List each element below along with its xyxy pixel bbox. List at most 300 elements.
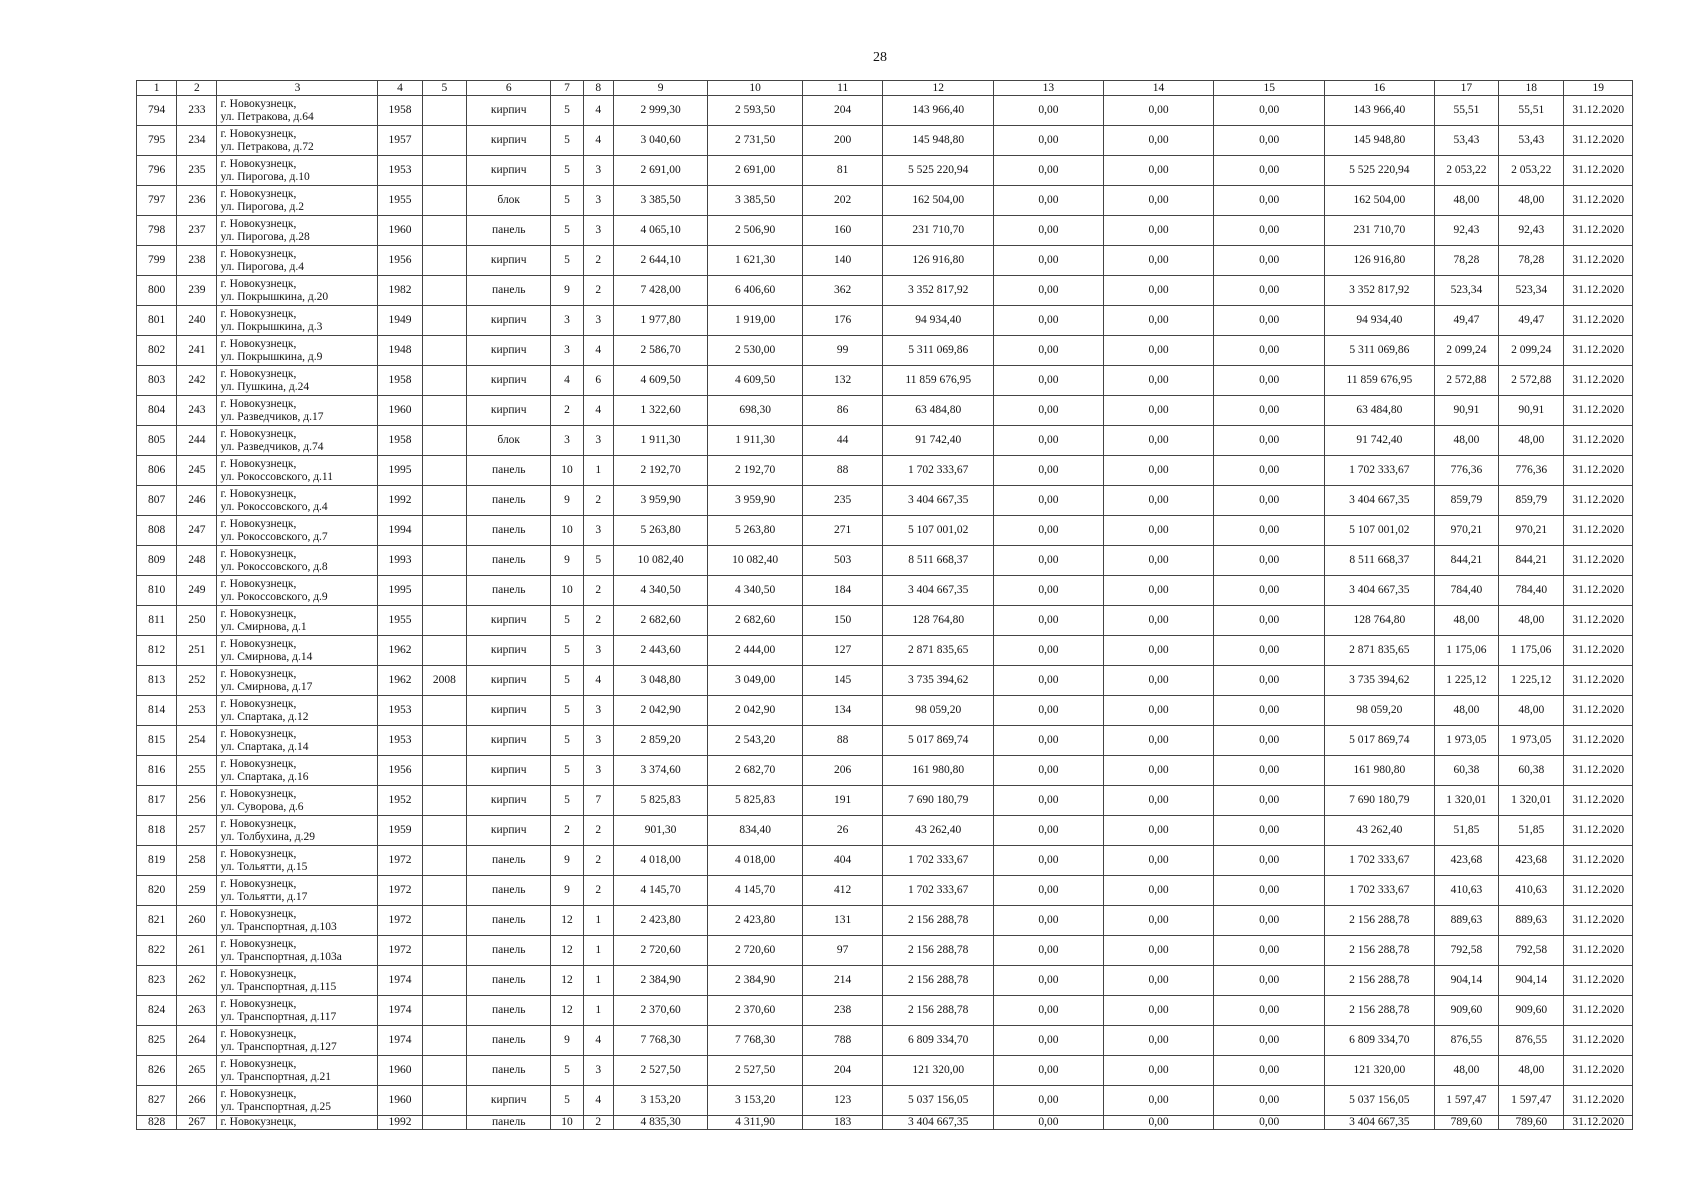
address xyxy=(217,846,378,876)
address xyxy=(217,666,378,696)
built-year: 1958 xyxy=(378,96,422,126)
living-area: 2 444,00 xyxy=(708,636,803,666)
house-number: 244 xyxy=(177,426,217,456)
deadline: 31.12.2020 xyxy=(1564,906,1633,936)
residents: 271 xyxy=(802,516,882,546)
fund-local: 0,00 xyxy=(1214,336,1325,366)
fund-local: 0,00 xyxy=(1214,216,1325,246)
fund-owners: 7 690 180,79 xyxy=(1325,786,1435,816)
built-year: 1958 xyxy=(378,366,422,396)
built-year: 1962 xyxy=(378,666,422,696)
entrances: 4 xyxy=(583,1026,613,1056)
house-number: 240 xyxy=(177,306,217,336)
living-area: 1 911,30 xyxy=(708,426,803,456)
fund-regional: 0,00 xyxy=(1103,1116,1214,1130)
cost-per-sqm: 49,47 xyxy=(1434,306,1498,336)
cost-total: 126 916,80 xyxy=(883,246,994,276)
table-row xyxy=(137,846,1633,876)
entrances: 1 xyxy=(583,456,613,486)
deadline: 31.12.2020 xyxy=(1564,426,1633,456)
address xyxy=(217,1116,378,1130)
fund-regional: 0,00 xyxy=(1103,366,1214,396)
entrances: 2 xyxy=(583,1116,613,1130)
cost-per-sqm: 904,14 xyxy=(1434,966,1498,996)
row-number: 810 xyxy=(137,576,177,606)
cost-per-sqm: 792,58 xyxy=(1434,936,1498,966)
house-number: 258 xyxy=(177,846,217,876)
row-number: 814 xyxy=(137,696,177,726)
entrances: 1 xyxy=(583,936,613,966)
house-number: 234 xyxy=(177,126,217,156)
entrances: 2 xyxy=(583,846,613,876)
house-number: 233 xyxy=(177,96,217,126)
fund-owners: 162 504,00 xyxy=(1325,186,1435,216)
living-area: 4 311,90 xyxy=(708,1116,803,1130)
address-city: г. Новокузнецк, xyxy=(220,487,297,500)
residents: 132 xyxy=(802,366,882,396)
address-street: ул. Транспортная, д.127 xyxy=(220,1040,337,1053)
cost-per-sqm: 776,36 xyxy=(1434,456,1498,486)
fund-local: 0,00 xyxy=(1214,276,1325,306)
floors: 5 xyxy=(551,606,583,636)
living-area: 2 731,50 xyxy=(708,126,803,156)
table-row xyxy=(137,306,1633,336)
fund-owners: 128 764,80 xyxy=(1325,606,1435,636)
house-number: 265 xyxy=(177,1056,217,1086)
renovation-year xyxy=(422,396,466,426)
wall-material: панель xyxy=(466,996,551,1026)
fund-owners: 2 156 288,78 xyxy=(1325,996,1435,1026)
floors: 10 xyxy=(551,516,583,546)
residents: 191 xyxy=(802,786,882,816)
residents: 97 xyxy=(802,936,882,966)
column-header: 12 xyxy=(883,81,994,96)
entrances: 7 xyxy=(583,786,613,816)
floors: 5 xyxy=(551,666,583,696)
address-city: г. Новокузнецк, xyxy=(220,397,297,410)
built-year: 1957 xyxy=(378,126,422,156)
cost-total: 3 404 667,35 xyxy=(883,486,994,516)
built-year: 1953 xyxy=(378,696,422,726)
fund-owners: 3 404 667,35 xyxy=(1325,486,1435,516)
row-number: 797 xyxy=(137,186,177,216)
cost-per-sqm: 909,60 xyxy=(1434,996,1498,1026)
deadline: 31.12.2020 xyxy=(1564,546,1633,576)
address-city: г. Новокузнецк, xyxy=(220,97,297,110)
fund-federal: 0,00 xyxy=(994,936,1104,966)
residents: 127 xyxy=(802,636,882,666)
table-body xyxy=(137,96,1633,1130)
living-area: 698,30 xyxy=(708,396,803,426)
address-city: г. Новокузнецк, xyxy=(220,337,297,350)
column-header: 6 xyxy=(466,81,551,96)
cost-total: 94 934,40 xyxy=(883,306,994,336)
cost-total: 2 156 288,78 xyxy=(883,906,994,936)
floors: 5 xyxy=(551,126,583,156)
address-street: ул. Разведчиков, д.17 xyxy=(220,410,324,423)
wall-material: панель xyxy=(466,876,551,906)
limit-per-sqm: 1 225,12 xyxy=(1499,666,1564,696)
fund-regional: 0,00 xyxy=(1103,186,1214,216)
cost-per-sqm: 48,00 xyxy=(1434,426,1498,456)
floors: 5 xyxy=(551,1056,583,1086)
built-year: 1995 xyxy=(378,456,422,486)
fund-federal: 0,00 xyxy=(994,486,1104,516)
address xyxy=(217,186,378,216)
fund-federal: 0,00 xyxy=(994,216,1104,246)
address-city: г. Новокузнецк, xyxy=(220,817,297,830)
limit-per-sqm: 1 175,06 xyxy=(1499,636,1564,666)
built-year: 1952 xyxy=(378,786,422,816)
entrances: 4 xyxy=(583,336,613,366)
fund-regional: 0,00 xyxy=(1103,516,1214,546)
address-city: г. Новокузнецк, xyxy=(220,1057,297,1070)
renovation-year xyxy=(422,966,466,996)
entrances: 3 xyxy=(583,1056,613,1086)
deadline: 31.12.2020 xyxy=(1564,246,1633,276)
row-number: 822 xyxy=(137,936,177,966)
house-number: 243 xyxy=(177,396,217,426)
house-number: 264 xyxy=(177,1026,217,1056)
entrances: 3 xyxy=(583,516,613,546)
house-number: 262 xyxy=(177,966,217,996)
address-city: г. Новокузнецк, xyxy=(220,727,297,740)
limit-per-sqm: 78,28 xyxy=(1499,246,1564,276)
fund-owners: 5 311 069,86 xyxy=(1325,336,1435,366)
wall-material: кирпич xyxy=(466,1086,551,1116)
residents: 204 xyxy=(802,96,882,126)
living-area: 10 082,40 xyxy=(708,546,803,576)
address-city: г. Новокузнецк, xyxy=(220,637,297,650)
table-row xyxy=(137,366,1633,396)
row-number: 817 xyxy=(137,786,177,816)
fund-regional: 0,00 xyxy=(1103,126,1214,156)
entrances: 4 xyxy=(583,126,613,156)
living-area: 2 720,60 xyxy=(708,936,803,966)
deadline: 31.12.2020 xyxy=(1564,666,1633,696)
fund-federal: 0,00 xyxy=(994,246,1104,276)
cost-total: 161 980,80 xyxy=(883,756,994,786)
fund-owners: 1 702 333,67 xyxy=(1325,456,1435,486)
built-year: 1960 xyxy=(378,396,422,426)
cost-total: 63 484,80 xyxy=(883,396,994,426)
cost-total: 7 690 180,79 xyxy=(883,786,994,816)
fund-regional: 0,00 xyxy=(1103,1086,1214,1116)
fund-federal: 0,00 xyxy=(994,876,1104,906)
floors: 9 xyxy=(551,486,583,516)
renovation-year xyxy=(422,726,466,756)
living-area: 5 825,83 xyxy=(708,786,803,816)
living-area: 4 340,50 xyxy=(708,576,803,606)
residents: 206 xyxy=(802,756,882,786)
renovation-year xyxy=(422,906,466,936)
fund-local: 0,00 xyxy=(1214,816,1325,846)
entrances: 3 xyxy=(583,696,613,726)
residents: 44 xyxy=(802,426,882,456)
address-city: г. Новокузнецк, xyxy=(220,1116,297,1128)
cost-total: 1 702 333,67 xyxy=(883,876,994,906)
address xyxy=(217,996,378,1026)
residents: 99 xyxy=(802,336,882,366)
limit-per-sqm: 423,68 xyxy=(1499,846,1564,876)
fund-local: 0,00 xyxy=(1214,666,1325,696)
cost-per-sqm: 844,21 xyxy=(1434,546,1498,576)
address-street: ул. Спартака, д.14 xyxy=(220,740,309,753)
address xyxy=(217,486,378,516)
table-row xyxy=(137,1026,1633,1056)
total-area: 2 527,50 xyxy=(613,1056,708,1086)
living-area: 3 153,20 xyxy=(708,1086,803,1116)
fund-federal: 0,00 xyxy=(994,276,1104,306)
address xyxy=(217,456,378,486)
deadline: 31.12.2020 xyxy=(1564,1026,1633,1056)
table-row xyxy=(137,726,1633,756)
renovation-year xyxy=(422,996,466,1026)
address-city: г. Новокузнецк, xyxy=(220,757,297,770)
living-area: 3 959,90 xyxy=(708,486,803,516)
cost-per-sqm: 53,43 xyxy=(1434,126,1498,156)
column-header: 2 xyxy=(177,81,217,96)
residents: 140 xyxy=(802,246,882,276)
cost-per-sqm: 970,21 xyxy=(1434,516,1498,546)
address xyxy=(217,636,378,666)
residents: 26 xyxy=(802,816,882,846)
limit-per-sqm: 90,91 xyxy=(1499,396,1564,426)
table-row xyxy=(137,936,1633,966)
total-area: 3 374,60 xyxy=(613,756,708,786)
row-number: 827 xyxy=(137,1086,177,1116)
address xyxy=(217,816,378,846)
entrances: 1 xyxy=(583,906,613,936)
wall-material: кирпич xyxy=(466,156,551,186)
fund-regional: 0,00 xyxy=(1103,576,1214,606)
residents: 160 xyxy=(802,216,882,246)
house-number: 259 xyxy=(177,876,217,906)
wall-material: кирпич xyxy=(466,606,551,636)
built-year: 1958 xyxy=(378,426,422,456)
limit-per-sqm: 2 053,22 xyxy=(1499,156,1564,186)
table-row xyxy=(137,276,1633,306)
table-row xyxy=(137,996,1633,1026)
fund-federal: 0,00 xyxy=(994,906,1104,936)
residents: 184 xyxy=(802,576,882,606)
cost-total: 6 809 334,70 xyxy=(883,1026,994,1056)
cost-total: 5 107 001,02 xyxy=(883,516,994,546)
total-area: 4 145,70 xyxy=(613,876,708,906)
column-header: 14 xyxy=(1103,81,1214,96)
row-number: 796 xyxy=(137,156,177,186)
column-header: 1 xyxy=(137,81,177,96)
cost-per-sqm: 78,28 xyxy=(1434,246,1498,276)
row-number: 805 xyxy=(137,426,177,456)
fund-regional: 0,00 xyxy=(1103,1056,1214,1086)
built-year: 1956 xyxy=(378,246,422,276)
cost-per-sqm: 2 099,24 xyxy=(1434,336,1498,366)
residents: 88 xyxy=(802,726,882,756)
wall-material: панель xyxy=(466,576,551,606)
limit-per-sqm: 48,00 xyxy=(1499,606,1564,636)
fund-owners: 11 859 676,95 xyxy=(1325,366,1435,396)
fund-federal: 0,00 xyxy=(994,186,1104,216)
total-area: 2 423,80 xyxy=(613,906,708,936)
built-year: 1962 xyxy=(378,636,422,666)
address-street: ул. Транспортная, д.115 xyxy=(220,980,337,993)
deadline: 31.12.2020 xyxy=(1564,846,1633,876)
cost-per-sqm: 523,34 xyxy=(1434,276,1498,306)
built-year: 1992 xyxy=(378,1116,422,1130)
fund-local: 0,00 xyxy=(1214,186,1325,216)
address xyxy=(217,786,378,816)
house-number: 239 xyxy=(177,276,217,306)
fund-owners: 5 017 869,74 xyxy=(1325,726,1435,756)
living-area: 2 423,80 xyxy=(708,906,803,936)
entrances: 2 xyxy=(583,246,613,276)
fund-regional: 0,00 xyxy=(1103,606,1214,636)
house-number: 245 xyxy=(177,456,217,486)
fund-regional: 0,00 xyxy=(1103,456,1214,486)
built-year: 1953 xyxy=(378,156,422,186)
fund-owners: 2 156 288,78 xyxy=(1325,936,1435,966)
deadline: 31.12.2020 xyxy=(1564,756,1633,786)
deadline: 31.12.2020 xyxy=(1564,336,1633,366)
living-area: 2 543,20 xyxy=(708,726,803,756)
address xyxy=(217,126,378,156)
residents: 362 xyxy=(802,276,882,306)
address xyxy=(217,246,378,276)
residents: 81 xyxy=(802,156,882,186)
column-header: 3 xyxy=(217,81,378,96)
deadline: 31.12.2020 xyxy=(1564,396,1633,426)
column-header: 15 xyxy=(1214,81,1325,96)
cost-total: 8 511 668,37 xyxy=(883,546,994,576)
address-street: ул. Петракова, д.64 xyxy=(220,110,314,123)
total-area: 2 691,00 xyxy=(613,156,708,186)
row-number: 809 xyxy=(137,546,177,576)
wall-material: кирпич xyxy=(466,636,551,666)
total-area: 2 192,70 xyxy=(613,456,708,486)
wall-material: кирпич xyxy=(466,696,551,726)
column-number-row xyxy=(137,81,1633,96)
fund-local: 0,00 xyxy=(1214,1116,1325,1130)
address-street: ул. Рокоссовского, д.8 xyxy=(220,560,328,573)
deadline: 31.12.2020 xyxy=(1564,366,1633,396)
table-row xyxy=(137,156,1633,186)
limit-per-sqm: 2 099,24 xyxy=(1499,336,1564,366)
entrances: 3 xyxy=(583,156,613,186)
column-header: 19 xyxy=(1564,81,1633,96)
limit-per-sqm: 1 320,01 xyxy=(1499,786,1564,816)
fund-owners: 3 404 667,35 xyxy=(1325,576,1435,606)
total-area: 3 959,90 xyxy=(613,486,708,516)
floors: 10 xyxy=(551,1116,583,1130)
fund-federal: 0,00 xyxy=(994,306,1104,336)
cost-total: 3 352 817,92 xyxy=(883,276,994,306)
limit-per-sqm: 889,63 xyxy=(1499,906,1564,936)
fund-local: 0,00 xyxy=(1214,936,1325,966)
limit-per-sqm: 859,79 xyxy=(1499,486,1564,516)
renovation-year xyxy=(422,1026,466,1056)
address xyxy=(217,396,378,426)
address-street: ул. Пирогова, д.4 xyxy=(220,260,304,273)
wall-material: панель xyxy=(466,276,551,306)
built-year: 1972 xyxy=(378,906,422,936)
renovation-year xyxy=(422,216,466,246)
fund-regional: 0,00 xyxy=(1103,876,1214,906)
page-number: 28 xyxy=(873,50,887,65)
fund-owners: 143 966,40 xyxy=(1325,96,1435,126)
address-street: ул. Покрышкина, д.20 xyxy=(220,290,329,303)
cost-total: 5 017 869,74 xyxy=(883,726,994,756)
cost-total: 2 871 835,65 xyxy=(883,636,994,666)
address xyxy=(217,966,378,996)
fund-regional: 0,00 xyxy=(1103,546,1214,576)
address-street: ул. Транспортная, д.103а xyxy=(220,950,342,963)
total-area: 2 443,60 xyxy=(613,636,708,666)
total-area: 10 082,40 xyxy=(613,546,708,576)
deadline: 31.12.2020 xyxy=(1564,696,1633,726)
fund-local: 0,00 xyxy=(1214,516,1325,546)
cost-total: 3 404 667,35 xyxy=(883,576,994,606)
deadline: 31.12.2020 xyxy=(1564,786,1633,816)
fund-local: 0,00 xyxy=(1214,546,1325,576)
house-number: 238 xyxy=(177,246,217,276)
fund-local: 0,00 xyxy=(1214,426,1325,456)
residents: 131 xyxy=(802,906,882,936)
fund-federal: 0,00 xyxy=(994,816,1104,846)
limit-per-sqm: 844,21 xyxy=(1499,546,1564,576)
address-street: ул. Покрышкина, д.3 xyxy=(220,320,323,333)
address-city: г. Новокузнецк, xyxy=(220,187,297,200)
living-area: 2 384,90 xyxy=(708,966,803,996)
table-row xyxy=(137,456,1633,486)
floors: 5 xyxy=(551,96,583,126)
table-row xyxy=(137,756,1633,786)
address-street: ул. Смирнова, д.14 xyxy=(220,650,313,663)
address-city: г. Новокузнецк, xyxy=(220,1027,297,1040)
column-header: 7 xyxy=(551,81,583,96)
built-year: 1956 xyxy=(378,756,422,786)
living-area: 2 527,50 xyxy=(708,1056,803,1086)
built-year: 1992 xyxy=(378,486,422,516)
fund-federal: 0,00 xyxy=(994,156,1104,186)
address-street: ул. Толбухина, д.29 xyxy=(220,830,316,843)
fund-local: 0,00 xyxy=(1214,1086,1325,1116)
residents: 214 xyxy=(802,966,882,996)
fund-federal: 0,00 xyxy=(994,966,1104,996)
address-city: г. Новокузнецк, xyxy=(220,997,297,1010)
residents: 235 xyxy=(802,486,882,516)
fund-regional: 0,00 xyxy=(1103,396,1214,426)
fund-federal: 0,00 xyxy=(994,456,1104,486)
cost-per-sqm: 48,00 xyxy=(1434,696,1498,726)
limit-per-sqm: 909,60 xyxy=(1499,996,1564,1026)
floors: 2 xyxy=(551,816,583,846)
table-row xyxy=(137,816,1633,846)
fund-federal: 0,00 xyxy=(994,546,1104,576)
cost-per-sqm: 48,00 xyxy=(1434,1056,1498,1086)
wall-material: панель xyxy=(466,1056,551,1086)
cost-total: 143 966,40 xyxy=(883,96,994,126)
built-year: 1994 xyxy=(378,516,422,546)
deadline: 31.12.2020 xyxy=(1564,486,1633,516)
table-row xyxy=(137,96,1633,126)
limit-per-sqm: 51,85 xyxy=(1499,816,1564,846)
floors: 3 xyxy=(551,336,583,366)
total-area: 2 384,90 xyxy=(613,966,708,996)
table-row xyxy=(137,636,1633,666)
cost-total: 11 859 676,95 xyxy=(883,366,994,396)
table-row xyxy=(137,216,1633,246)
